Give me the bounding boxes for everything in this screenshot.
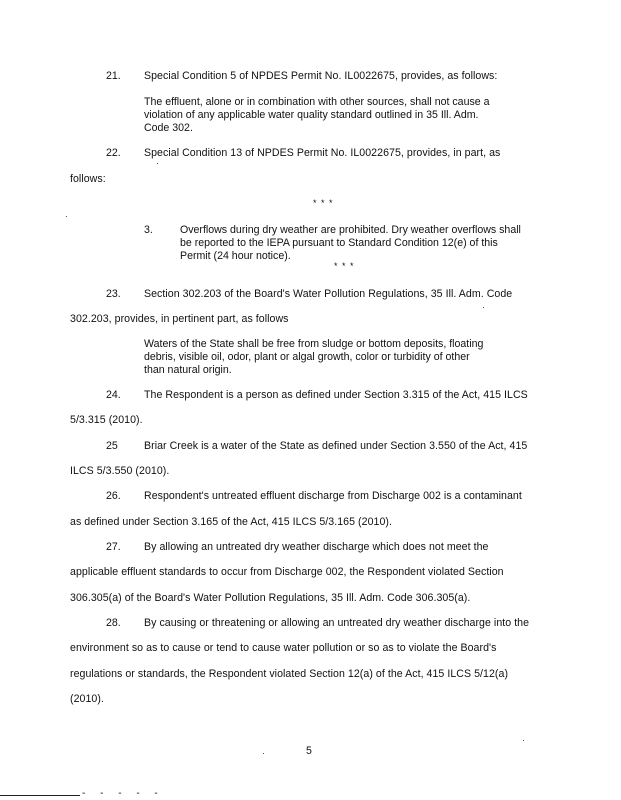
paragraph-text: applicable effluent standards to occur from Discharge 002, the Respondent violated Section [70, 566, 504, 578]
scan-speck [263, 753, 264, 754]
quote-line: Code 302. [144, 122, 193, 135]
paragraph-number: 22. [106, 147, 121, 159]
scan-speck [66, 216, 67, 217]
paragraph-text: 306.305(a) of the Board's Water Pollution Regulations, 35 Ill. Adm. Code 306.305(a). [70, 592, 471, 604]
quote-line: Overflows during dry weather are prohibited. Dry weather overflows shall [180, 224, 521, 236]
paragraph-number: 27. [106, 541, 121, 553]
scan-speck [523, 740, 524, 741]
paragraph-text: Special Condition 13 of NPDES Permit No. IL0022675, provides, in part, as [144, 147, 501, 159]
quote-line: violation of any applicable water quality standard outlined in 35 Ill. Adm. [144, 109, 479, 122]
block-quote [144, 338, 483, 378]
ellipsis-stars: * * * [313, 198, 334, 208]
paragraph-number: 28. [106, 617, 121, 629]
paragraph-number: 24. [106, 389, 121, 401]
paragraph-text: 302.203, provides, in pertinent part, as follows [70, 313, 289, 325]
paragraph-text: (2010). [70, 693, 104, 705]
footer-dashes: - - - - - [82, 788, 164, 799]
ellipsis-stars: * * * [334, 261, 355, 271]
block-quote [144, 96, 489, 136]
paragraph-text: The Respondent is a person as defined under Section 3.315 of the Act, 415 ILCS [144, 389, 528, 401]
paragraph-text: Briar Creek is a water of the State as defined under Section 3.550 of the Act, 415 [144, 440, 528, 452]
paragraph-text: By allowing an untreated dry weather discharge which does not meet the [144, 541, 489, 553]
quote-line: be reported to the IEPA pursuant to Standard Condition 12(e) of this [180, 237, 498, 250]
paragraph-text: regulations or standards, the Respondent violated Section 12(a) of the Act, 415 ILCS 5/12(a) [70, 668, 509, 680]
quote-line: debris, visible oil, odor, plant or algal growth, color or turbidity of other [144, 351, 470, 364]
page-number: 5 [306, 745, 312, 757]
paragraph-number: 26. [106, 490, 121, 502]
paragraph-text: ILCS 5/3.550 (2010). [70, 465, 170, 477]
paragraph-text: follows: [70, 173, 106, 185]
quote-line: Waters of the State shall be free from sludge or bottom deposits, floating [144, 338, 484, 350]
paragraph-text: Special Condition 5 of NPDES Permit No. IL0022675, provides, as follows: [144, 70, 498, 82]
quote-line: Permit (24 hour notice). [180, 250, 291, 263]
paragraph-number: 23. [106, 288, 121, 300]
footer-rule [0, 795, 80, 796]
paragraph-text: Respondent's untreated effluent discharge from Discharge 002 is a contaminant [144, 490, 522, 502]
paragraph-text: as defined under Section 3.165 of the Act, 415 ILCS 5/3.165 (2010). [70, 516, 392, 528]
paragraph-text: By causing or threatening or allowing an untreated dry weather discharge into the [144, 617, 530, 629]
paragraph-number: 25 [106, 440, 118, 452]
scan-speck [157, 163, 158, 164]
paragraph-text: Section 302.203 of the Board's Water Pollution Regulations, 35 Ill. Adm. Code [144, 288, 513, 300]
scan-speck [483, 307, 484, 308]
paragraph-text: 5/3.315 (2010). [70, 414, 143, 426]
block-quote [180, 224, 521, 264]
paragraph-text: environment so as to cause or tend to cause water pollution or so as to violate the Board's [70, 642, 497, 654]
list-item-number: 3. [144, 224, 153, 236]
paragraph-number: 21. [106, 70, 121, 82]
quote-line: The effluent, alone or in combination with other sources, shall not cause a [144, 96, 490, 108]
quote-line: than natural origin. [144, 364, 232, 377]
